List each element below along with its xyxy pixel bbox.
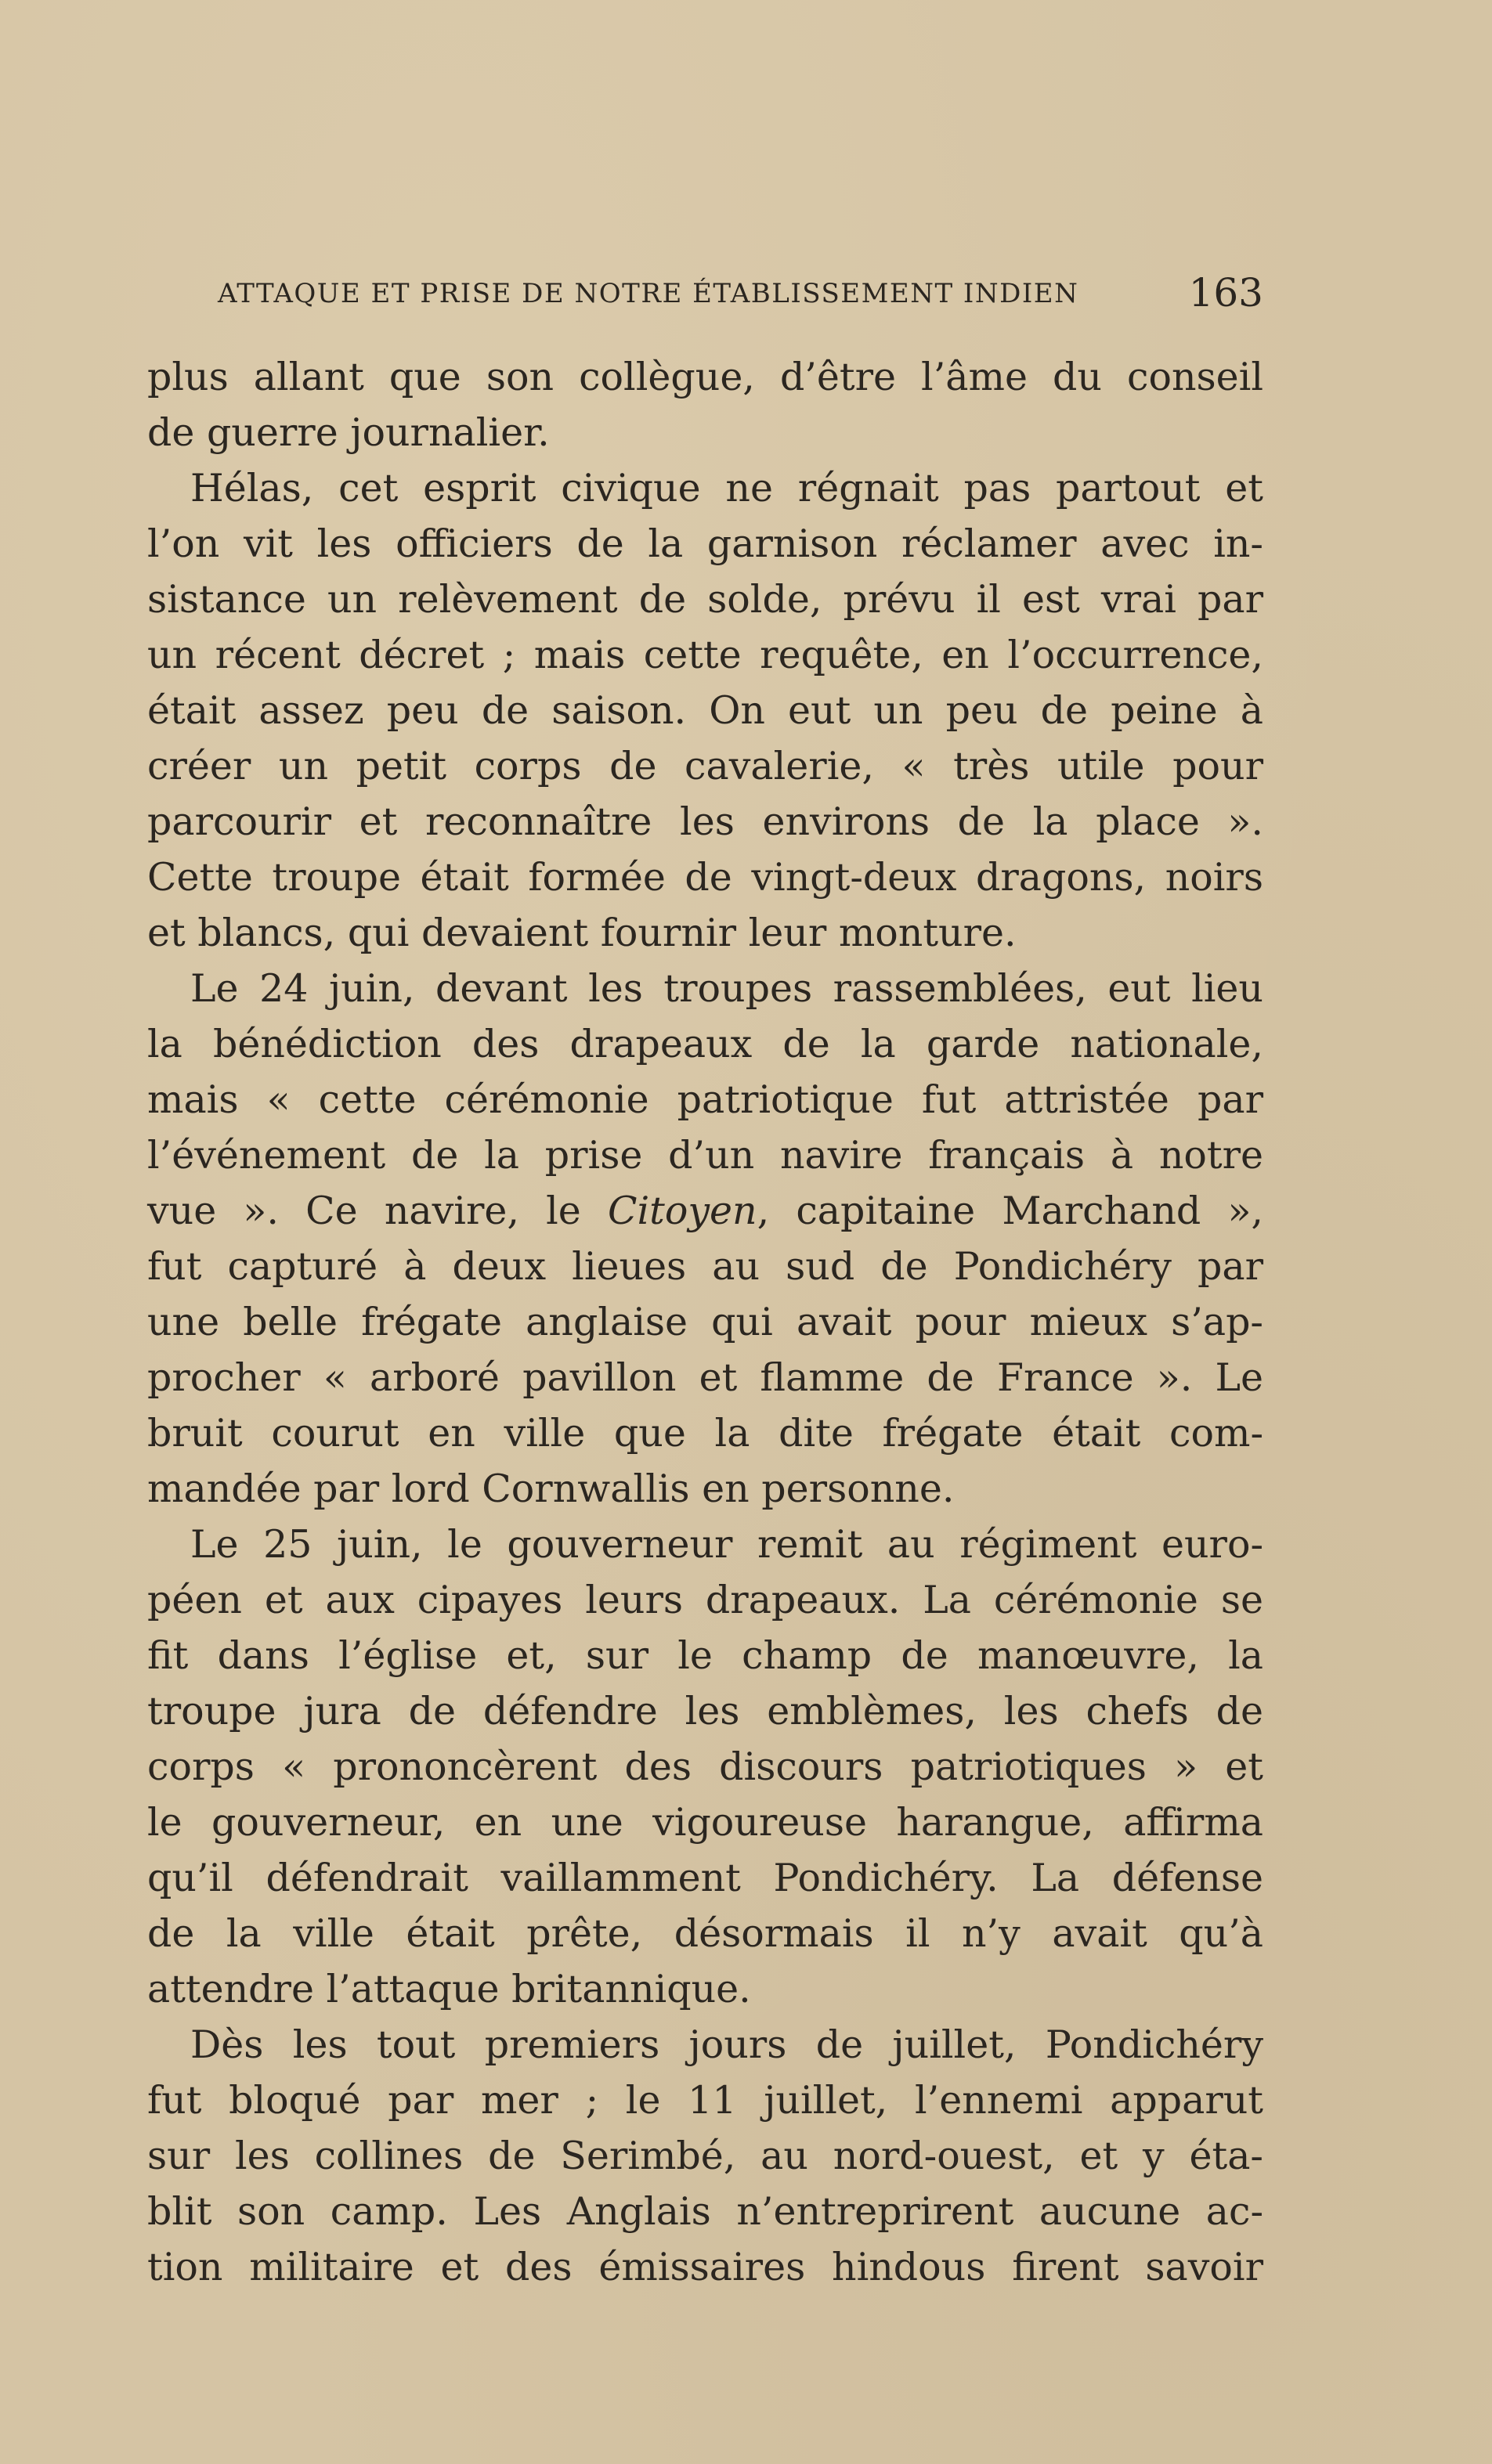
text-line: péen et aux cipayes leurs drapeaux. La cérémonie se	[147, 1578, 1263, 1622]
text-line: blit son camp. Les Anglais n’entreprirent aucune ac-	[147, 2189, 1263, 2234]
text-line: bruit courut en ville que la dite frégate était com-	[147, 1411, 1263, 1456]
text-line: de la ville était prête, désormais il n’y avait qu’à	[147, 1911, 1263, 1956]
text-line: une belle frégate anglaise qui avait pour mieux s’ap-	[147, 1300, 1263, 1344]
text-line: fut bloqué par mer ; le 11 juillet, l’ennemi apparut	[147, 2078, 1263, 2123]
text-line: fit dans l’église et, sur le champ de manœuvre, la	[147, 1633, 1263, 1678]
text-line: était assez peu de saison. On eut un peu de peine à	[147, 688, 1263, 733]
text-line: plus allant que son collègue, d’être l’âme du conseil	[147, 355, 1263, 399]
ship-name: Citoyen	[607, 1189, 757, 1233]
text-line: créer un petit corps de cavalerie, « très utile pour	[147, 744, 1263, 788]
text-line: corps « prononcèrent des discours patriotiques » et	[147, 1744, 1263, 1789]
text-line: de guerre journalier.	[147, 410, 550, 455]
text-line: la bénédiction des drapeaux de la garde nationale,	[147, 1022, 1263, 1066]
paragraph-start-line: Le 25 juin, le gouverneur remit au régiment euro-	[190, 1522, 1263, 1567]
text-line: attendre l’attaque britannique.	[147, 1967, 751, 2011]
text-line: procher « arboré pavillon et flamme de France ». Le	[147, 1355, 1263, 1400]
running-title: ATTAQUE ET PRISE DE NOTRE ÉTABLISSEMENT INDIEN	[218, 278, 1079, 309]
text-line: sistance un relèvement de solde, prévu il est vrai par	[147, 577, 1263, 622]
text-line: et blancs, qui devaient fournir leur monture.	[147, 911, 1017, 955]
text-line: troupe jura de défendre les emblèmes, les chefs de	[147, 1689, 1263, 1733]
text-line: l’événement de la prise d’un navire français à notre	[147, 1133, 1263, 1178]
text-line: parcourir et reconnaître les environs de la place ».	[147, 799, 1263, 844]
text-line: Cette troupe était formée de vingt-deux dragons, noirs	[147, 855, 1263, 900]
running-head	[218, 270, 1263, 317]
line-suffix: , capitaine Marchand »,	[757, 1189, 1263, 1233]
text-line: tion militaire et des émissaires hindous firent savoir	[147, 2245, 1263, 2289]
text-line: qu’il défendrait vaillamment Pondichéry. La défense	[147, 1856, 1263, 1900]
text-line: fut capturé à deux lieues au sud de Pondichéry par	[147, 1244, 1263, 1289]
body-text	[147, 349, 1263, 2295]
text-line: l’on vit les officiers de la garnison réclamer avec in-	[147, 521, 1263, 566]
paragraph-start-line: Dès les tout premiers jours de juillet, Pondichéry	[190, 2022, 1263, 2067]
line-prefix: vue ». Ce navire, le	[147, 1189, 608, 1233]
text-line: mais « cette cérémonie patriotique fut attristée par	[147, 1077, 1263, 1122]
page-number: 163	[1188, 270, 1263, 316]
paragraph-start-line: Le 24 juin, devant les troupes rassemblées, eut lieu	[190, 966, 1263, 1011]
text-line: sur les collines de Serimbé, au nord-ouest, et y éta-	[147, 2134, 1263, 2178]
text-line-with-italic	[147, 1183, 1263, 1239]
paragraph-start-line: Hélas, cet esprit civique ne régnait pas partout et	[190, 466, 1263, 510]
text-line: le gouverneur, en une vigoureuse harangue, affirma	[147, 1800, 1263, 1845]
text-line: mandée par lord Cornwallis en personne.	[147, 1466, 955, 1511]
text-line: un récent décret ; mais cette requête, en l’occurrence,	[147, 633, 1263, 677]
